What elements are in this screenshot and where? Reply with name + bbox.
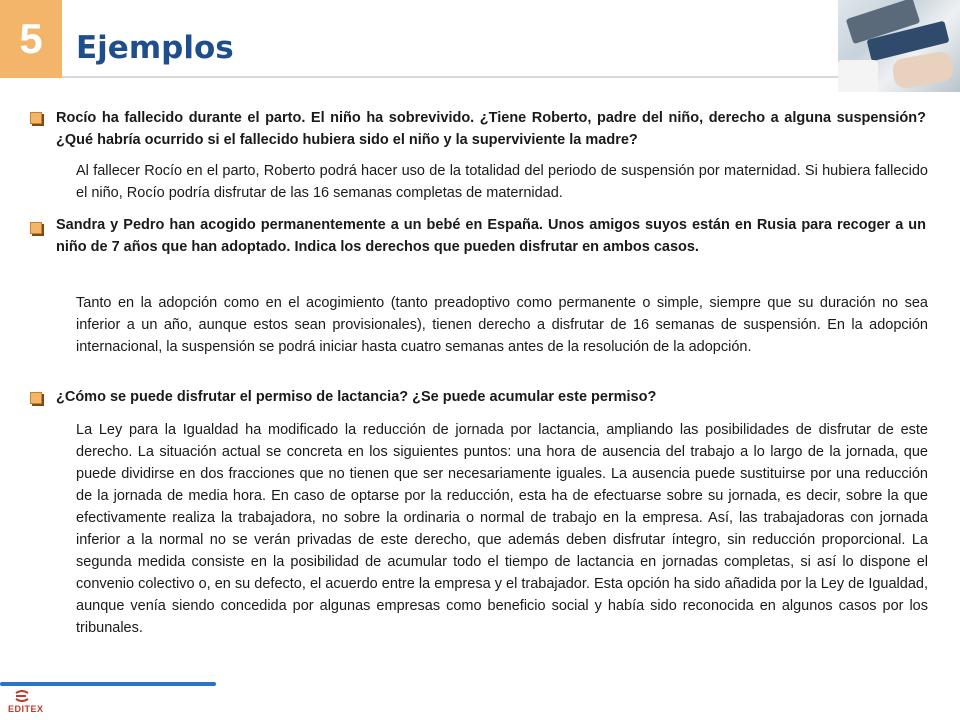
answer-1: Al fallecer Rocío en el parto, Roberto podrá hacer uso de la totalidad del periodo de suspensión por maternidad. Si hubiera fallecido el niño, Rocío podría disfrutar de las 16 semanas completas de maternidad. — [76, 163, 928, 201]
footer-bar — [0, 682, 216, 686]
question-1: Rocío ha fallecido durante el parto. El niño ha sobrevivido. ¿Tiene Roberto, padre del niño, derecho a alguna suspensión? ¿Qué habría ocurrido si el fallecido hubiera sido el niño y la superviviente la madre? — [56, 110, 926, 148]
question-2: Sandra y Pedro han acogido permanentemente a un bebé en España. Unos amigos suyos están en Rusia para recoger a un niño de 7 años que han adoptado. Indica los derechos que pueden disfrutar en ambos casos. — [56, 217, 926, 255]
question-3: ¿Cómo se puede disfrutar el permiso de lactancia? ¿Se puede acumular este permiso? — [56, 389, 657, 405]
header-divider — [62, 76, 840, 78]
bullet-icon — [30, 222, 42, 234]
chapter-number-badge: 5 — [0, 0, 62, 78]
answer-2: Tanto en la adopción como en el acogimiento (tanto preadoptivo como permanente o simple, siempre que su duración no sea inferior a un año, aunque estos sean provisionales), tienen derecho a disfrutar de 16 semanas de suspensión. En la adopción internacional, la suspensión se podrá iniciar hasta cuatro semanas antes de la resolución de la adopción. — [76, 295, 928, 355]
answer-3: La Ley para la Igualdad ha modificado la reducción de jornada por lactancia, ampliando las posibilidades de disfrutar de este derecho. La situación actual se concreta en los siguientes puntos: una hora de ausencia del trabajo a lo largo de la jornada, que puede dividirse en dos fracciones que no tienen que ser necesariamente iguales. La ausencia puede sustituirse por una reducción de la jornada de media hora. En caso de optarse por la reducción, esta ha de efectuarse sobre su jornada, es decir, sobre la que efectivamente realiza la trabajadora, no sobre la ordinaria o normal de trabajo en la empresa. Así, las trabajadoras con jornada inferior a la normal no se verán privadas de este derecho, que además deben disfrutar íntegro, sin reducción proporcional. La segunda medida consiste en la posibilidad de acumular todo el tiempo de lactancia en jornadas completas, si así lo dispone el convenio colectivo o, en su defecto, el acuerdo entre la empresa y el trabajador. Esta opción ha sido añadida por la Ley de Igualdad, aunque venía siendo concedida por algunas empresas como beneficio social y había sido reconocida en algunos casos por los tribunales. — [76, 422, 928, 636]
page-title: Ejemplos — [76, 30, 234, 66]
bullet-icon — [30, 112, 42, 124]
e-logo-icon — [14, 690, 30, 702]
bullet-icon — [30, 392, 42, 404]
publisher-logo: EDITEX — [8, 704, 44, 714]
header-photo — [838, 0, 960, 92]
